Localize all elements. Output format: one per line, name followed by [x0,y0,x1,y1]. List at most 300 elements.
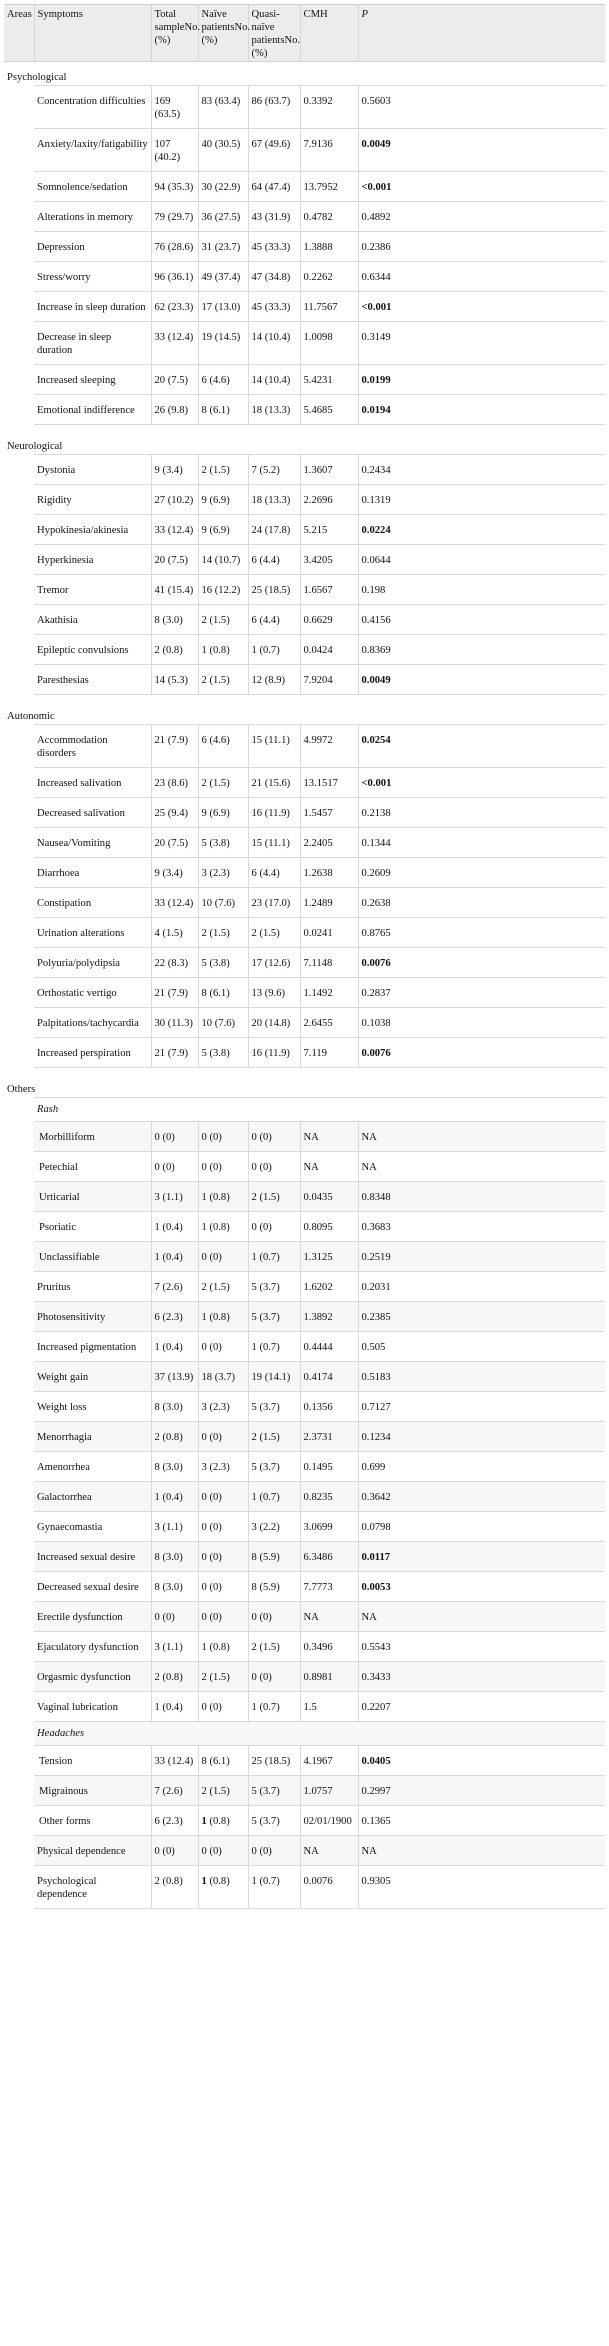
quasi-cell: 45 (33.3) [248,232,300,262]
table-row [4,172,605,202]
p-value-cell: <0.001 [358,292,605,322]
table-row [4,262,605,292]
quasi-cell: 13 (9.6) [248,978,300,1008]
naive-cell: 0 (0) [198,1242,248,1272]
table-row [4,1482,605,1512]
p-value-cell: 0.2138 [358,798,605,828]
quasi-cell: 3 (2.2) [248,1512,300,1542]
cmh-cell: 0.0076 [300,1866,358,1909]
quasi-cell: 23 (17.0) [248,888,300,918]
quasi-cell: 43 (31.9) [248,202,300,232]
p-value-cell: 0.505 [358,1332,605,1362]
symptom-cell: Decrease in sleep duration [34,322,151,365]
p-value-cell: 0.699 [358,1452,605,1482]
section-title: Psychological [4,62,605,86]
cmh-cell: 1.5457 [300,798,358,828]
cmh-cell: 0.3496 [300,1632,358,1662]
quasi-cell: 0 (0) [248,1836,300,1866]
table-end [4,1909,605,1916]
naive-cell: 2 (1.5) [198,455,248,485]
p-value-cell: <0.001 [358,768,605,798]
quasi-cell: 5 (3.7) [248,1392,300,1422]
quasi-cell: 2 (1.5) [248,918,300,948]
cmh-cell: 0.8235 [300,1482,358,1512]
quasi-cell: 19 (14.1) [248,1362,300,1392]
table-row [4,605,605,635]
naive-cell: 0 (0) [198,1332,248,1362]
naive-cell: 40 (30.5) [198,129,248,172]
quasi-cell: 8 (5.9) [248,1542,300,1572]
naive-cell: 19 (14.5) [198,322,248,365]
cmh-cell: 2.2405 [300,828,358,858]
cmh-cell: 7.9204 [300,665,358,695]
symptom-cell: Amenorrhea [34,1452,151,1482]
total-cell: 169 (63.5) [151,86,198,129]
header-total: Total sampleNo. (%) [151,5,198,62]
quasi-cell: 15 (11.1) [248,828,300,858]
symptom-cell: Psoriatic [34,1212,151,1242]
cmh-cell: 0.4444 [300,1332,358,1362]
symptom-cell: Decreased sexual desire [34,1572,151,1602]
cmh-cell: 5.215 [300,515,358,545]
symptom-cell: Photosensitivity [34,1302,151,1332]
table-row [4,1098,605,1122]
p-value-cell: 0.2519 [358,1242,605,1272]
symptom-cell: Depression [34,232,151,262]
header-cmh: CMH [300,5,358,62]
quasi-cell: 24 (17.8) [248,515,300,545]
table-row [4,202,605,232]
cmh-cell: NA [300,1152,358,1182]
naive-cell: 8 (6.1) [198,395,248,425]
naive-cell: 0 (0) [198,1572,248,1602]
symptom-cell: Pruritus [34,1272,151,1302]
naive-cell: 9 (6.9) [198,485,248,515]
naive-cell: 3 (2.3) [198,1452,248,1482]
symptom-cell: Ejaculatory dysfunction [34,1632,151,1662]
p-value-cell: 0.2386 [358,232,605,262]
symptom-cell: Rigidity [34,485,151,515]
table-row [4,545,605,575]
p-value-cell: 0.5603 [358,86,605,129]
section-title: Others [4,1074,605,1098]
total-cell: 4 (1.5) [151,918,198,948]
naive-cell: 0 (0) [198,1482,248,1512]
total-cell: 8 (3.0) [151,1542,198,1572]
naive-count-bold: 1 [201,1876,207,1887]
naive-cell: 6 (4.6) [198,725,248,768]
quasi-cell: 1 (0.7) [248,1332,300,1362]
quasi-cell: 5 (3.7) [248,1776,300,1806]
symptom-cell: Migrainous [34,1776,151,1806]
header-areas: Areas [4,5,34,62]
naive-cell: 2 (1.5) [198,1662,248,1692]
quasi-cell: 2 (1.5) [248,1632,300,1662]
total-cell: 2 (0.8) [151,1422,198,1452]
symptom-cell: Psychological dependence [34,1866,151,1909]
table-row [4,1512,605,1542]
p-value-cell: NA [358,1602,605,1632]
quasi-cell: 18 (13.3) [248,395,300,425]
naive-cell: 0 (0) [198,1836,248,1866]
cmh-cell: 02/01/1900 [300,1806,358,1836]
cmh-cell: 0.3392 [300,86,358,129]
naive-cell: 18 (3.7) [198,1362,248,1392]
naive-cell: 31 (23.7) [198,232,248,262]
table-row [4,1302,605,1332]
symptom-cell: Increased sleeping [34,365,151,395]
total-cell: 41 (15.4) [151,575,198,605]
quasi-cell: 21 (15.6) [248,768,300,798]
symptom-cell: Weight gain [34,1362,151,1392]
naive-cell: 5 (3.8) [198,948,248,978]
cmh-cell: 0.6629 [300,605,358,635]
p-value-cell: 0.6344 [358,262,605,292]
quasi-cell: 5 (3.7) [248,1272,300,1302]
quasi-cell: 25 (18.5) [248,575,300,605]
quasi-cell: 8 (5.9) [248,1572,300,1602]
naive-cell: 2 (1.5) [198,1776,248,1806]
table-row [4,455,605,485]
total-cell: 26 (9.8) [151,395,198,425]
symptom-cell: Gynaecomastia [34,1512,151,1542]
symptom-cell: Polyuria/polydipsia [34,948,151,978]
symptom-cell: Somnolence/sedation [34,172,151,202]
p-value-cell: 0.5543 [358,1632,605,1662]
total-cell: 3 (1.1) [151,1632,198,1662]
table-row [4,1242,605,1272]
table-row [4,1542,605,1572]
quasi-cell: 47 (34.8) [248,262,300,292]
header-quasi: Quasi-naïve patientsNo. (%) [248,5,300,62]
cmh-cell: 6.3486 [300,1542,358,1572]
p-value-cell: 0.0076 [358,1038,605,1068]
quasi-cell: 17 (12.6) [248,948,300,978]
naive-cell: 83 (63.4) [198,86,248,129]
table-row [4,828,605,858]
naive-cell: 0 (0) [198,1602,248,1632]
symptom-cell: Vaginal lubrication [34,1692,151,1722]
naive-cell: 2 (1.5) [198,918,248,948]
table-row [4,1182,605,1212]
table-row [4,888,605,918]
symptom-cell: Morbilliform [34,1122,151,1152]
total-cell: 30 (11.3) [151,1008,198,1038]
header-p: P [358,5,605,62]
quasi-cell: 14 (10.4) [248,365,300,395]
cmh-cell: 0.0241 [300,918,358,948]
symptom-cell: Tremor [34,575,151,605]
p-value-cell: 0.2031 [358,1272,605,1302]
total-cell: 76 (28.6) [151,232,198,262]
total-cell: 1 (0.4) [151,1332,198,1362]
p-value-cell: 0.1319 [358,485,605,515]
quasi-cell: 12 (8.9) [248,665,300,695]
symptom-cell: Accommodation disorders [34,725,151,768]
table-row [4,1332,605,1362]
table-row [4,1008,605,1038]
naive-cell: 6 (4.6) [198,365,248,395]
cmh-cell: NA [300,1122,358,1152]
quasi-cell: 18 (13.3) [248,485,300,515]
cmh-cell: 1.3125 [300,1242,358,1272]
header-naive: Naïve patientsNo. (%) [198,5,248,62]
quasi-cell: 1 (0.7) [248,635,300,665]
naive-count-bold: 1 [201,1816,207,1827]
quasi-cell: 2 (1.5) [248,1182,300,1212]
quasi-cell: 5 (3.7) [248,1302,300,1332]
quasi-cell: 6 (4.4) [248,605,300,635]
p-value-cell: 0.0798 [358,1512,605,1542]
table-body [4,62,605,1916]
table-row [4,948,605,978]
total-cell: 0 (0) [151,1122,198,1152]
total-cell: 94 (35.3) [151,172,198,202]
symptom-cell: Physical dependence [34,1836,151,1866]
p-value-cell: 0.8765 [358,918,605,948]
quasi-cell: 67 (49.6) [248,129,300,172]
cmh-cell: 1.3892 [300,1302,358,1332]
naive-cell [198,1806,248,1836]
table-row [4,1776,605,1806]
table-row [4,485,605,515]
total-cell: 6 (2.3) [151,1806,198,1836]
naive-cell: 9 (6.9) [198,798,248,828]
p-value-cell: 0.2638 [358,888,605,918]
total-cell: 2 (0.8) [151,1866,198,1909]
cmh-cell: 7.9136 [300,129,358,172]
table-row [4,322,605,365]
quasi-cell: 25 (18.5) [248,1746,300,1776]
table-row [4,292,605,322]
p-value-cell: 0.0076 [358,948,605,978]
table-row [4,978,605,1008]
quasi-cell: 2 (1.5) [248,1422,300,1452]
total-cell: 8 (3.0) [151,1452,198,1482]
cmh-cell: 2.3731 [300,1422,358,1452]
p-value-cell: 0.0254 [358,725,605,768]
p-value-cell: 0.9305 [358,1866,605,1909]
cmh-cell: 1.3607 [300,455,358,485]
total-cell: 2 (0.8) [151,1662,198,1692]
total-cell: 1 (0.4) [151,1212,198,1242]
naive-percent: (0.8) [206,1876,230,1887]
p-value-cell: 0.1344 [358,828,605,858]
naive-cell: 1 (0.8) [198,1182,248,1212]
total-cell: 33 (12.4) [151,888,198,918]
p-value-cell: 0.0049 [358,665,605,695]
symptom-cell: Emotional indifference [34,395,151,425]
total-cell: 20 (7.5) [151,828,198,858]
naive-cell: 0 (0) [198,1542,248,1572]
naive-cell [198,1866,248,1909]
p-value-cell: 0.3683 [358,1212,605,1242]
naive-cell: 0 (0) [198,1122,248,1152]
naive-cell: 1 (0.8) [198,635,248,665]
naive-cell: 3 (2.3) [198,858,248,888]
naive-cell: 1 (0.8) [198,1632,248,1662]
symptom-cell: Diarrhoea [34,858,151,888]
table-row [4,575,605,605]
symptom-cell: Hypokinesia/akinesia [34,515,151,545]
cmh-cell: NA [300,1602,358,1632]
naive-cell: 0 (0) [198,1512,248,1542]
total-cell: 21 (7.9) [151,725,198,768]
symptom-cell: Constipation [34,888,151,918]
cmh-cell: 1.3888 [300,232,358,262]
subheading: Rash [34,1098,605,1122]
p-value-cell: 0.0224 [358,515,605,545]
cmh-cell: 0.4782 [300,202,358,232]
symptom-cell: Orthostatic vertigo [34,978,151,1008]
naive-cell: 14 (10.7) [198,545,248,575]
table-row [4,232,605,262]
table-row [4,1632,605,1662]
naive-cell: 9 (6.9) [198,515,248,545]
table-row [4,725,605,768]
total-cell: 1 (0.4) [151,1692,198,1722]
symptom-cell: Hyperkinesia [34,545,151,575]
p-value-cell: 0.2609 [358,858,605,888]
p-value-cell: 0.0199 [358,365,605,395]
p-value-cell: 0.1038 [358,1008,605,1038]
table-row [4,1212,605,1242]
naive-cell: 8 (6.1) [198,978,248,1008]
cmh-cell: 0.8981 [300,1662,358,1692]
cmh-cell: 1.6567 [300,575,358,605]
cmh-cell: 13.1517 [300,768,358,798]
symptom-cell: Urination alterations [34,918,151,948]
total-cell: 23 (8.6) [151,768,198,798]
p-value-cell: 0.1365 [358,1806,605,1836]
cmh-cell: 1.0098 [300,322,358,365]
table-row [4,1746,605,1776]
symptom-cell: Orgasmic dysfunction [34,1662,151,1692]
symptom-cell: Increased perspiration [34,1038,151,1068]
p-value-cell: 0.3433 [358,1662,605,1692]
p-value-cell: 0.2207 [358,1692,605,1722]
total-cell: 1 (0.4) [151,1242,198,1272]
total-cell: 20 (7.5) [151,365,198,395]
total-cell: 7 (2.6) [151,1776,198,1806]
naive-cell: 17 (13.0) [198,292,248,322]
table-row [4,1362,605,1392]
cmh-cell: 7.7773 [300,1572,358,1602]
quasi-cell: 5 (3.7) [248,1452,300,1482]
document-page [4,4,605,1915]
table-row [4,798,605,828]
table-row [4,1152,605,1182]
section-header [4,701,605,725]
symptom-cell: Stress/worry [34,262,151,292]
naive-cell: 2 (1.5) [198,665,248,695]
cmh-cell: 11.7567 [300,292,358,322]
cmh-cell: 2.6455 [300,1008,358,1038]
total-cell: 62 (23.3) [151,292,198,322]
total-cell: 14 (5.3) [151,665,198,695]
total-cell: 7 (2.6) [151,1272,198,1302]
total-cell: 27 (10.2) [151,485,198,515]
p-value-cell: 0.8369 [358,635,605,665]
table-row [4,395,605,425]
section-header [4,1074,605,1098]
section-title: Neurological [4,431,605,455]
table-row [4,1662,605,1692]
table-row [4,1602,605,1632]
p-value-cell: 0.4156 [358,605,605,635]
quasi-cell: 86 (63.7) [248,86,300,129]
symptom-cell: Weight loss [34,1392,151,1422]
p-value-cell: 0.5183 [358,1362,605,1392]
cmh-cell: 1.0757 [300,1776,358,1806]
p-value-cell: 0.4892 [358,202,605,232]
section-title: Autonomic [4,701,605,725]
cmh-cell: 0.0435 [300,1182,358,1212]
table-row [4,1392,605,1422]
quasi-cell: 64 (47.4) [248,172,300,202]
cmh-cell: 0.1356 [300,1392,358,1422]
p-value-cell: 0.0053 [358,1572,605,1602]
cmh-cell: 2.2696 [300,485,358,515]
naive-cell: 1 (0.8) [198,1302,248,1332]
naive-cell: 2 (1.5) [198,605,248,635]
symptom-cell: Galactorrhea [34,1482,151,1512]
p-value-cell: 0.0405 [358,1746,605,1776]
naive-cell: 10 (7.6) [198,1008,248,1038]
symptom-cell: Concentration difficulties [34,86,151,129]
symptom-cell: Menorrhagia [34,1422,151,1452]
naive-cell: 0 (0) [198,1152,248,1182]
symptom-cell: Palpitations/tachycardia [34,1008,151,1038]
quasi-cell: 1 (0.7) [248,1242,300,1272]
p-value-cell: 0.8348 [358,1182,605,1212]
naive-cell: 49 (37.4) [198,262,248,292]
total-cell: 3 (1.1) [151,1512,198,1542]
cmh-cell: 0.0424 [300,635,358,665]
total-cell: 33 (12.4) [151,515,198,545]
table-header [4,5,605,62]
table-row [4,918,605,948]
cmh-cell: 3.0699 [300,1512,358,1542]
quasi-cell: 1 (0.7) [248,1866,300,1909]
table-row [4,1422,605,1452]
cmh-cell: 0.8095 [300,1212,358,1242]
table-row [4,1452,605,1482]
table-row [4,665,605,695]
table-row [4,1722,605,1746]
cmh-cell: 3.4205 [300,545,358,575]
p-value-cell: 0.0644 [358,545,605,575]
naive-cell: 0 (0) [198,1422,248,1452]
cmh-cell: 1.5 [300,1692,358,1722]
quasi-cell: 45 (33.3) [248,292,300,322]
symptom-cell: Alterations in memory [34,202,151,232]
symptom-cell: Akathisia [34,605,151,635]
symptom-cell: Nausea/Vomiting [34,828,151,858]
naive-cell: 30 (22.9) [198,172,248,202]
quasi-cell: 16 (11.9) [248,798,300,828]
quasi-cell: 0 (0) [248,1212,300,1242]
symptom-cell: Increase in sleep duration [34,292,151,322]
symptom-cell: Increased sexual desire [34,1542,151,1572]
quasi-cell: 5 (3.7) [248,1806,300,1836]
quasi-cell: 15 (11.1) [248,725,300,768]
cmh-cell: NA [300,1836,358,1866]
p-value-cell: NA [358,1122,605,1152]
naive-cell: 2 (1.5) [198,1272,248,1302]
cmh-cell: 0.2262 [300,262,358,292]
section-header [4,62,605,86]
